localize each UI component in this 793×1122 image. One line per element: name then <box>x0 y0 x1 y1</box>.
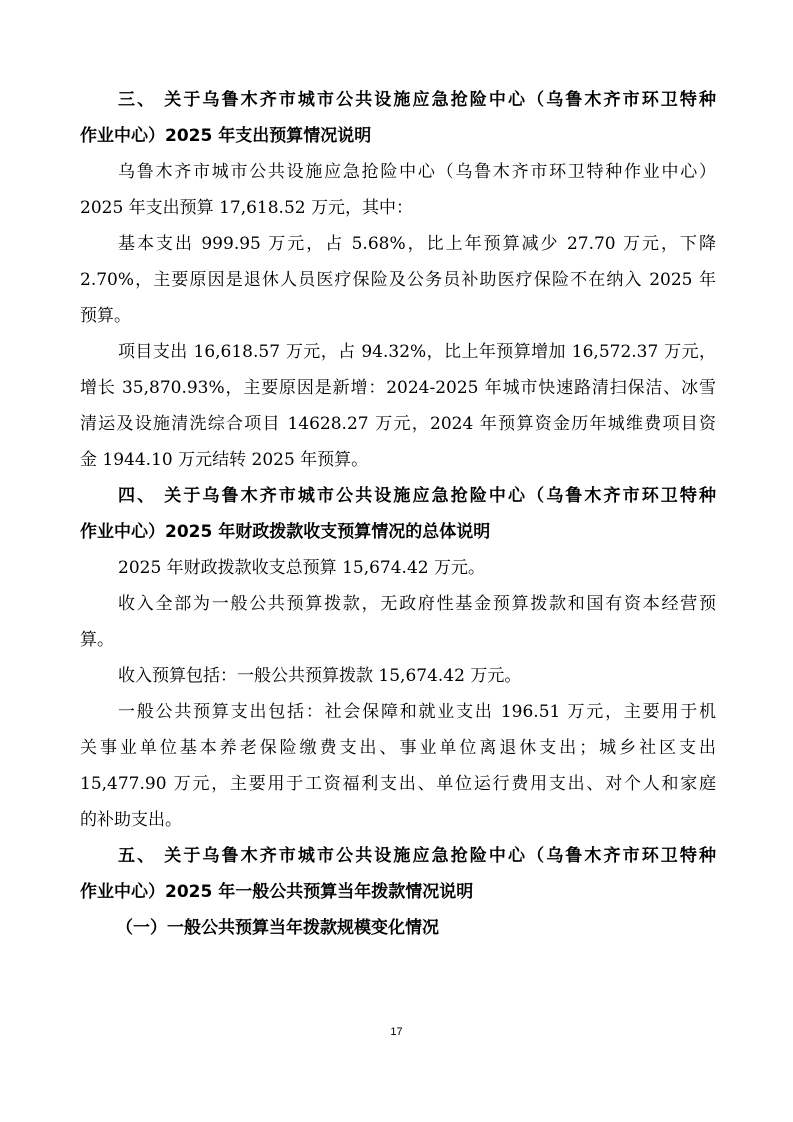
paragraph-line: 的补助支出。 <box>80 810 182 830</box>
paragraph-line: 收入全部为一般公共预算拨款，无政府性基金预算拨款和国有资本经营预 <box>118 594 716 614</box>
paragraph-line: 清运及设施清洗综合项目 14628.27 万元，2024 年预算资金历年城维费项目资 <box>80 414 716 434</box>
paragraph-line: 2025 年支出预算 17,618.52 万元，其中： <box>80 198 413 218</box>
section-4-paragraph-1 <box>80 550 716 586</box>
section-4-heading-line-1: 四、 关于乌鲁木齐市城市公共设施应急抢险中心（乌鲁木齐市环卫特种 <box>118 486 716 506</box>
section-5-heading-line-1: 五、 关于乌鲁木齐市城市公共设施应急抢险中心（乌鲁木齐市环卫特种 <box>118 846 716 866</box>
section-4-heading-line-2: 作业中心）2025 年财政拨款收支预算情况的总体说明 <box>80 522 491 542</box>
paragraph-line: 关事业单位基本养老保险缴费支出、事业单位离退休支出；城乡社区支出 <box>80 738 716 758</box>
section-3-paragraph-2 <box>80 226 716 334</box>
section-3-paragraph-1 <box>80 154 716 226</box>
sub-heading: （一）一般公共预算当年拨款规模变化情况 <box>116 918 439 938</box>
section-3-heading-line-1: 三、 关于乌鲁木齐市城市公共设施应急抢险中心（乌鲁木齐市环卫特种 <box>118 90 716 110</box>
paragraph-line: 预算。 <box>80 306 131 326</box>
section-5-heading-line-2: 作业中心）2025 年一般公共预算当年拨款情况说明 <box>80 882 474 902</box>
page-number: 17 <box>390 1026 403 1038</box>
paragraph-line: 基本支出 999.95 万元，占 5.68%，比上年预算减少 27.70 万元，下降 <box>118 234 716 254</box>
paragraph-line: 2.70%，主要原因是退休人员医疗保险及公务员补助医疗保险不在纳入 2025 年 <box>80 270 716 290</box>
paragraph-line: 2025 年财政拨款收支总预算 15,674.42 万元。 <box>118 558 485 578</box>
section-5 <box>80 838 716 946</box>
paragraph-line: 金 1944.10 万元结转 2025 年预算。 <box>80 450 369 470</box>
section-4-paragraph-4 <box>80 694 716 838</box>
section-4-paragraph-2 <box>80 586 716 658</box>
section-3 <box>80 82 716 478</box>
paragraph-line: 收入预算包括：一般公共预算拨款 15,674.42 万元。 <box>118 666 522 686</box>
paragraph-line: 15,477.90 万元，主要用于工资福利支出、单位运行费用支出、对个人和家庭 <box>80 774 716 794</box>
paragraph-line: 增长 35,870.93%，主要原因是新增：2024-2025 年城市快速路清扫保洁、冰雪 <box>80 378 716 398</box>
section-3-paragraph-3 <box>80 334 716 478</box>
paragraph-line: 算。 <box>80 630 114 650</box>
section-3-heading-line-2: 作业中心）2025 年支出预算情况说明 <box>80 126 372 146</box>
paragraph-line: 项目支出 16,618.57 万元，占 94.32%，比上年预算增加 16,572.37 万元， <box>118 342 716 362</box>
section-4-paragraph-3 <box>80 658 716 694</box>
paragraph-line: 乌鲁木齐市城市公共设施应急抢险中心（乌鲁木齐市环卫特种作业中心） <box>118 162 716 182</box>
document-page <box>80 82 716 946</box>
paragraph-line: 一般公共预算支出包括：社会保障和就业支出 196.51 万元，主要用于机 <box>118 702 716 722</box>
section-4 <box>80 478 716 838</box>
